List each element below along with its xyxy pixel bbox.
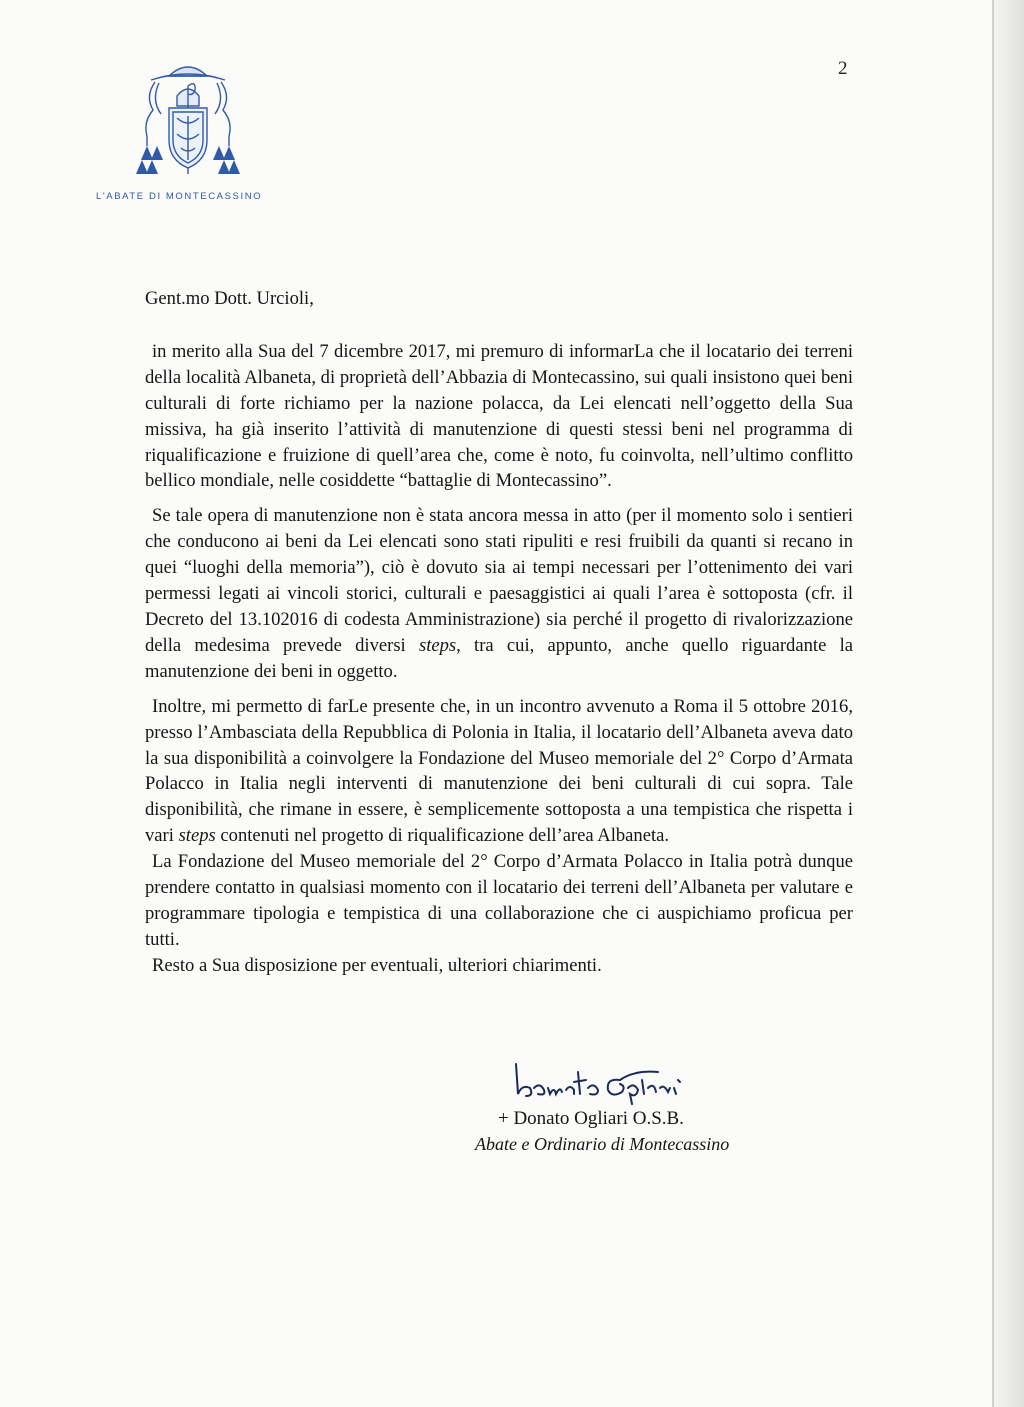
paragraph-4: La Fondazione del Museo memoriale del 2° Corpo d’Armata Polacco in Italia potrà dunque prendere contatto in qualsiasi momento con il locatario dei terreni dell’Albaneta per valutare e programmare tipologia e tempistica di una collaborazione che ci auspichiamo proficua per tutti. [145,851,853,950]
paragraph-5: Resto a Sua disposizione per eventuali, ulteriori chiarimenti. [152,954,602,976]
salutation: Gent.mo Dott. Urcioli, [145,288,314,309]
handwritten-signature [508,1058,698,1108]
letter-body [145,286,853,979]
paragraph-3-text-before: Inoltre, mi permetto di farLe presente che, in un incontro avvenuto a Roma il 5 ottobre 2016, presso l’Ambasciata della Repubblica di Polonia in Italia, il locatario dell’Albaneta aveva dato la sua disponibilità a coinvolgere la Fondazione del Museo memoriale del 2° Corpo d’Armata Polacco in Italia negli interventi di manutenzione dei beni culturali di cui sopra. Tale disponibilità, che rimane in essere, è semplicemente sottoposta a una tempistica che rispetta i vari [145,695,853,847]
paragraph-2-text-after: , tra cui, appunto, anche quello riguardante la manutenzione dei beni in oggetto. [145,634,853,682]
paragraph-2-text-before: Se tale opera di manutenzione non è stata ancora messa in atto (per il momento solo i sentieri che conducono ai beni da Lei elencati sono stati ripuliti e resi fruibili da quanti si recano in quei “luoghi della memoria”), ciò è dovuto sia ai tempi necessari per l’ottenimento dei vari permessi legati ai vincoli storici, culturali e paesaggistici ai quali l’area è sottoposta (cfr. il Decreto del 13.102016 di codesta Amministrazione) sia perché il progetto di rivalorizzazione della medesima prevede diversi [145,505,853,656]
page-number: 2 [838,58,848,79]
paragraph-3 [145,694,853,849]
abbot-coat-of-arms-icon [133,56,243,180]
paragraph-1: in merito alla Sua del 7 dicembre 2017, mi premuro di informarLa che il locatario dei terreni della località Albaneta, di proprietà dell’Abbazia di Montecassino, sui quali insistono quei beni culturali di forte richiamo per la nazione polacca, da Lei elencati nell’oggetto della Sua missiva, ha già inserito l’attività di manutenzione di questi stessi beni nel programma di riqualificazione e fruizione di quell’area che, come è noto, fu coinvolta, nell’ultimo conflitto bellico mondiale, nelle cosiddette “battaglie di Montecassino”. [145,340,853,492]
paragraph-3-italic-term: steps [178,825,216,847]
paragraph-2 [145,503,853,684]
signer-title: Abate e Ordinario di Montecassino [475,1134,730,1154]
page-edge-shadow [992,0,1024,1407]
paragraph-3-text-after: contenuti nel progetto di riqualificazione dell’area Albaneta. [215,825,670,847]
paragraph-2-italic-term: steps [418,634,457,656]
letterhead-caption: L'ABATE DI MONTECASSINO [96,191,263,202]
signer-name: + Donato Ogliari O.S.B. [498,1108,684,1129]
